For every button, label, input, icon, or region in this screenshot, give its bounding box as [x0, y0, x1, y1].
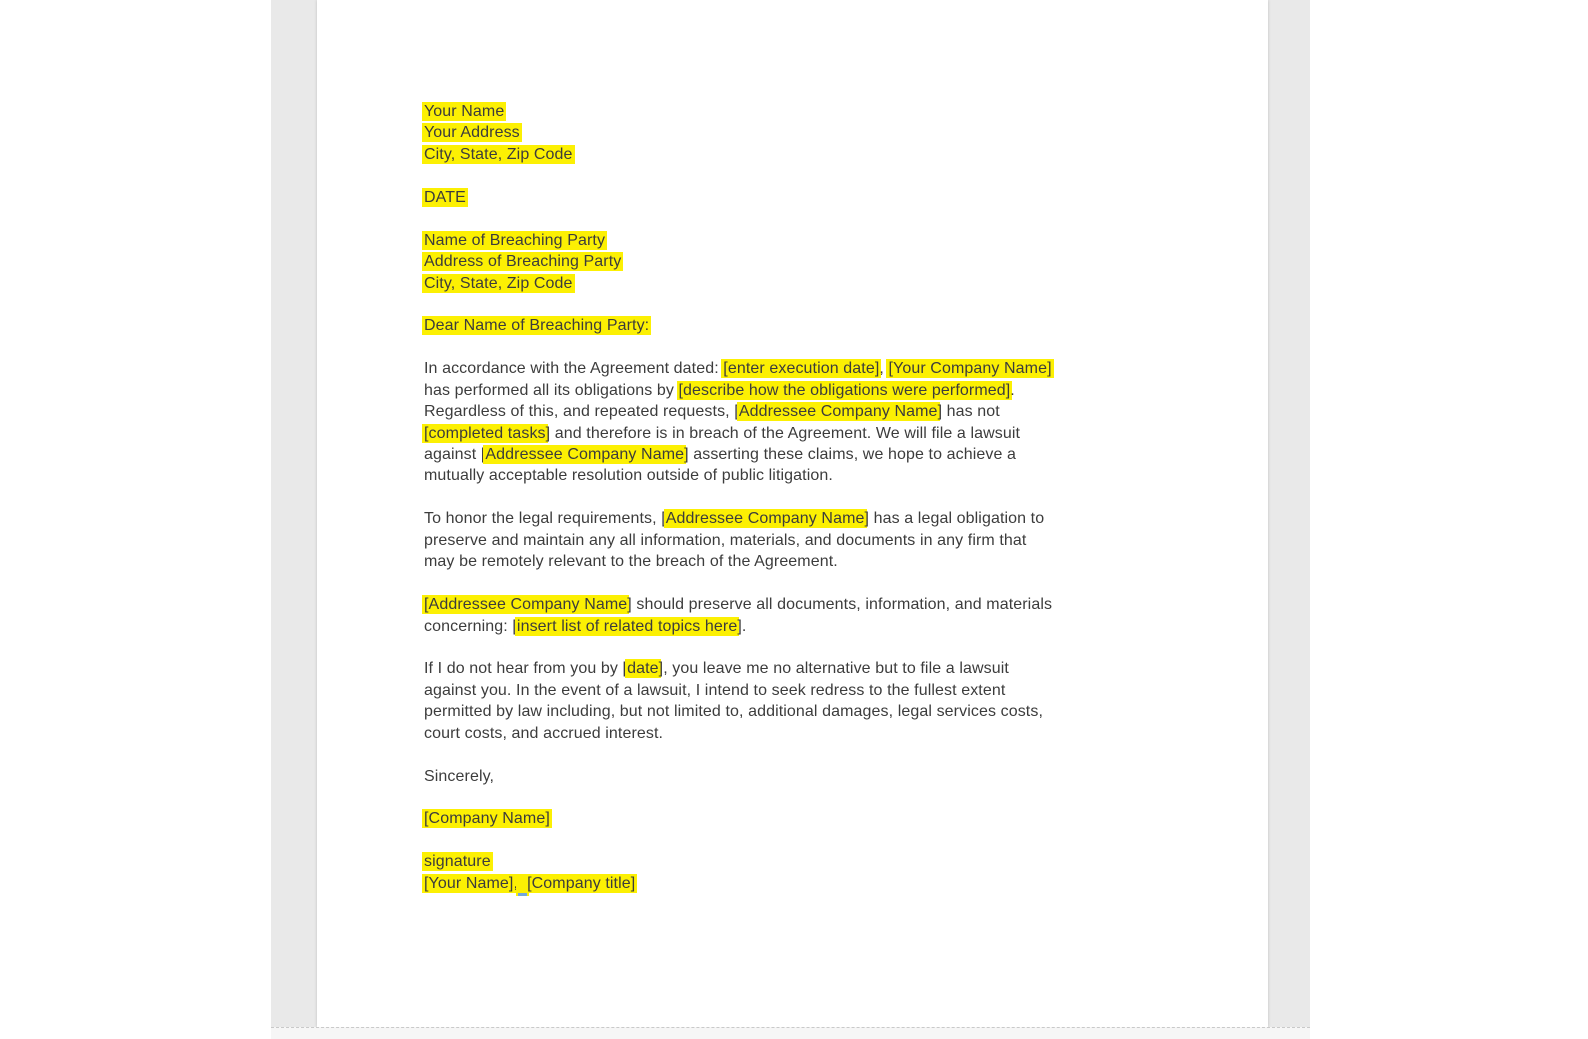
highlighted-placeholder: Dear Name of Breaching Party: — [424, 317, 650, 335]
highlighted-placeholder: insert list of related topics here — [516, 617, 738, 635]
blank-line — [424, 744, 1052, 765]
highlighted-placeholder: date — [627, 660, 659, 678]
letter-text: concerning: [ — [424, 617, 517, 635]
paragraph-4-line — [424, 680, 1052, 701]
letter-text: against you. In the event of a lawsuit, I intend to seek redress to the fullest extent — [424, 681, 1006, 699]
paragraph-1-line — [424, 423, 1052, 444]
recipient-address-line — [424, 273, 1052, 294]
highlighted-placeholder: Name of Breaching Party — [424, 231, 606, 249]
highlighted-placeholder: DATE — [424, 188, 466, 206]
letter-text: court costs, and accrued interest. — [424, 724, 664, 742]
blank-line — [424, 637, 1052, 658]
paragraph-1-line — [424, 358, 1052, 379]
page-bottom-edge — [271, 1027, 1310, 1039]
letter-text: If I do not hear from you by [ — [424, 660, 628, 678]
paragraph-1-line — [424, 401, 1052, 422]
highlighted-placeholder: [Company title] — [527, 874, 636, 892]
sender-address-line — [424, 144, 1052, 165]
paragraph-4-line — [424, 658, 1052, 679]
letter-text: To honor the legal requirements, [ — [424, 510, 666, 528]
letter-text: ] has not — [937, 403, 1000, 421]
letter-body — [424, 101, 1052, 894]
highlighted-placeholder: [completed tasks — [424, 424, 546, 442]
letter-text: preserve and maintain any all information, materials, and documents in any firm that — [424, 531, 1027, 549]
closing-line — [424, 766, 1052, 787]
signature-block-line — [424, 851, 1052, 872]
letter-text: ]. — [737, 617, 747, 635]
letter-text: Regardless of this, and repeated requests, [ — [424, 403, 739, 421]
highlighted-placeholder: Addressee Company Name — [485, 446, 685, 463]
letter-text: against [ — [424, 446, 486, 463]
paragraph-3-line — [424, 616, 1052, 637]
highlighted-placeholder: Your Address — [424, 124, 520, 142]
blank-line — [424, 573, 1052, 594]
blank-line — [424, 165, 1052, 186]
blank-line — [424, 337, 1052, 358]
recipient-address-line — [424, 230, 1052, 251]
company-name-line — [424, 808, 1052, 829]
highlighted-placeholder: [Company Name] — [424, 810, 550, 828]
highlighted-placeholder: [enter execution date] — [723, 360, 880, 378]
letter-text: ] has a legal obligation to — [864, 510, 1045, 528]
letter-text: Sincerely, — [424, 767, 495, 785]
sender-address-line — [424, 101, 1052, 122]
blank-line — [424, 487, 1052, 508]
paragraph-4-line — [424, 723, 1052, 744]
highlighted-placeholder: City, State, Zip Code — [424, 145, 573, 163]
blank-line — [424, 294, 1052, 315]
blank-line — [424, 787, 1052, 808]
paragraph-4-line — [424, 701, 1052, 722]
blank-line — [424, 208, 1052, 229]
letter-text: , — [879, 360, 889, 378]
highlighted-placeholder: [Addressee Company Name — [424, 596, 628, 614]
blank-line — [424, 830, 1052, 851]
paragraph-2-line — [424, 530, 1052, 551]
highlighted-placeholder: [describe how the obligations were performed] — [678, 381, 1011, 399]
highlighted-placeholder: [Your Company Name] — [888, 360, 1052, 378]
highlighted-placeholder: Your Name — [424, 103, 505, 120]
date-line — [424, 187, 1052, 208]
highlighted-placeholder: City, State, Zip Code — [424, 274, 573, 292]
letter-text: has performed all its obligations by — [424, 381, 679, 399]
letter-text: mutually acceptable resolution outside of public litigation. — [424, 467, 833, 485]
paragraph-1-line — [424, 465, 1052, 486]
letter-text: . — [1010, 381, 1015, 399]
letter-text: ] should preserve all documents, information, and materials — [627, 596, 1053, 614]
letter-text: may be remotely relevant to the breach of the Agreement. — [424, 553, 838, 571]
highlighted-placeholder: signature — [424, 853, 491, 871]
paragraph-2-line — [424, 551, 1052, 572]
letter-text: In accordance with the Agreement dated: — [424, 360, 724, 378]
recipient-address-line — [424, 251, 1052, 272]
letter-text: ] asserting these claims, we hope to achieve a — [684, 446, 1017, 463]
highlighted-placeholder: [Your Name], — [424, 874, 518, 892]
letter-text: permitted by law including, but not limited to, additional damages, legal services costs, — [424, 703, 1043, 721]
letter-text: ] and therefore is in breach of the Agreement. We will file a lawsuit — [545, 424, 1021, 442]
paragraph-1-line — [424, 380, 1052, 401]
document-page[interactable] — [317, 0, 1268, 1027]
sender-address-line — [424, 122, 1052, 143]
paragraph-1-line — [424, 444, 1052, 465]
highlighted-placeholder: Addressee Company Name — [738, 403, 938, 421]
highlighted-placeholder: Addressee Company Name — [665, 510, 865, 528]
letter-text: ], you leave me no alternative but to file a lawsuit — [658, 660, 1009, 678]
signature-block-line — [424, 873, 1052, 894]
highlighted-placeholder: Address of Breaching Party — [424, 253, 622, 271]
paragraph-2-line — [424, 508, 1052, 529]
paragraph-3-line — [424, 594, 1052, 615]
grammar-underline-mark — [518, 874, 527, 896]
salutation-line — [424, 315, 1052, 336]
document-canvas — [271, 0, 1310, 1027]
